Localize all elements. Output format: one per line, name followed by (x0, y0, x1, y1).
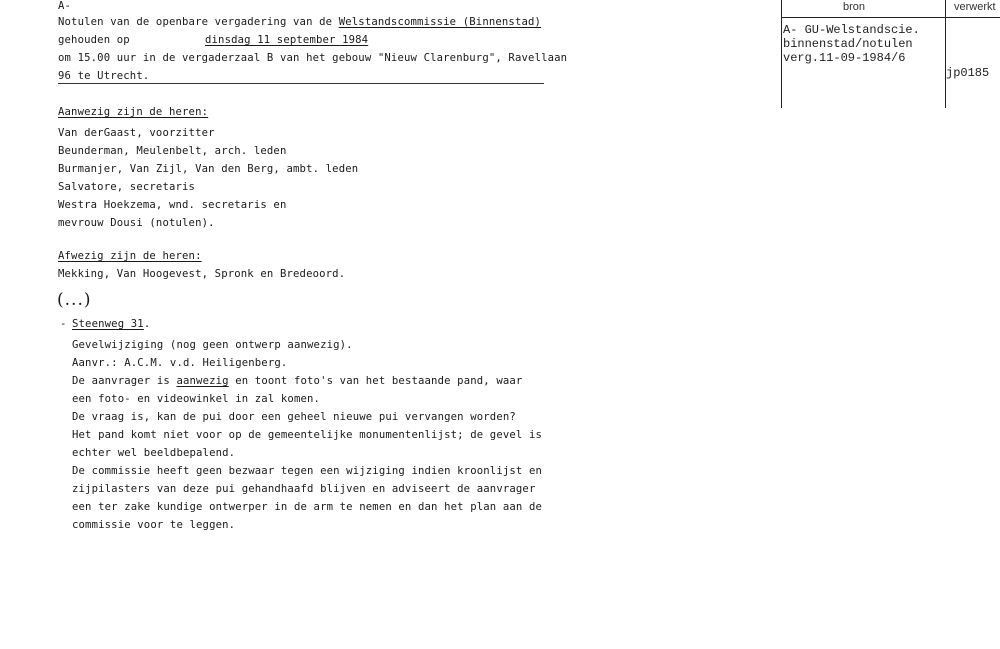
column-header-bron: bron (843, 1, 866, 13)
title-prefix: Notulen van de openbare vergadering van de (58, 16, 339, 28)
item-line: Gevelwijziging (nog geen ontwerp aanwezig). (72, 339, 353, 351)
item-line: Het pand komt niet voor op de gemeentelijke monumentenlijst; de gevel is (72, 429, 543, 441)
present-line: Burmanjer, Van Zijl, Van den Berg, ambt. leden (58, 163, 359, 175)
item-line: echter wel beeldbepalend. (72, 447, 236, 459)
omission-mark: (...) (57, 290, 92, 310)
column-header-verwerkt: verwerkt (954, 1, 996, 13)
present-line: Salvatore, secretaris (58, 181, 196, 193)
item-title: Steenweg 31 (72, 318, 144, 330)
absent-heading: Afwezig zijn de heren: (58, 250, 202, 262)
present-line: Beunderman, Meulenbelt, arch. leden (58, 145, 287, 157)
processed-code: jp0185 (946, 66, 990, 80)
source-line: A- GU-Welstandscie. (783, 23, 920, 37)
item-line-prefix: De aanvrager is (72, 375, 177, 387)
present-mark: aanwezig (176, 375, 229, 387)
absent-line: Mekking, Van Hoogevest, Spronk en Bredeoord. (58, 268, 346, 280)
source-reference (783, 23, 920, 65)
present-line: Westra Hoekzema, wnd. secretaris en (58, 199, 287, 211)
item-line-suffix: en toont foto's van het bestaande pand, waar (228, 375, 523, 387)
date-label: gehouden op (58, 34, 130, 46)
item-title-line (72, 318, 150, 330)
source-line: verg.11-09-1984/6 (783, 51, 906, 65)
location-line: om 15.00 uur in de vergaderzaal B van het gebouw "Nieuw Clarenburg", Ravellaan (58, 52, 568, 64)
table-header-divider (781, 17, 1000, 18)
document-marker: A- (58, 0, 72, 12)
item-line (72, 372, 542, 390)
present-line: Van derGaast, voorzitter (58, 127, 215, 139)
item-line: een foto- en videowinkel in zal komen. (72, 393, 321, 405)
present-list (58, 124, 358, 232)
title-line (58, 16, 541, 28)
source-table (781, 0, 1000, 108)
item-line: commissie voor te leggen. (72, 519, 236, 531)
item-dash: - (60, 318, 67, 330)
source-line: binnenstad/notulen (783, 37, 913, 51)
item-title-suffix: . (143, 318, 151, 330)
item-body (72, 336, 542, 534)
committee-name: Welstandscommissie (Binnenstad) (338, 16, 542, 28)
location-line-2: 96 te Utrecht. (58, 70, 150, 82)
item-line: Aanvr.: A.C.M. v.d. Heiligenberg. (72, 357, 288, 369)
item-line: De vraag is, kan de pui door een geheel nieuwe pui vervangen worden? (72, 411, 516, 423)
item-line: een ter zake kundige ontwerper in de arm te nemen en dan het plan aan de (72, 501, 543, 513)
meeting-date: dinsdag 11 september 1984 (205, 34, 369, 46)
present-heading: Aanwezig zijn de heren: (58, 106, 209, 118)
item-line: zijpilasters van deze pui gehandhaafd blijven en adviseert de aanvrager (72, 483, 536, 495)
item-line: De commissie heeft geen bezwaar tegen een wijziging indien kroonlijst en (72, 465, 543, 477)
header-divider (58, 83, 544, 84)
present-line: mevrouw Dousi (notulen). (58, 217, 215, 229)
